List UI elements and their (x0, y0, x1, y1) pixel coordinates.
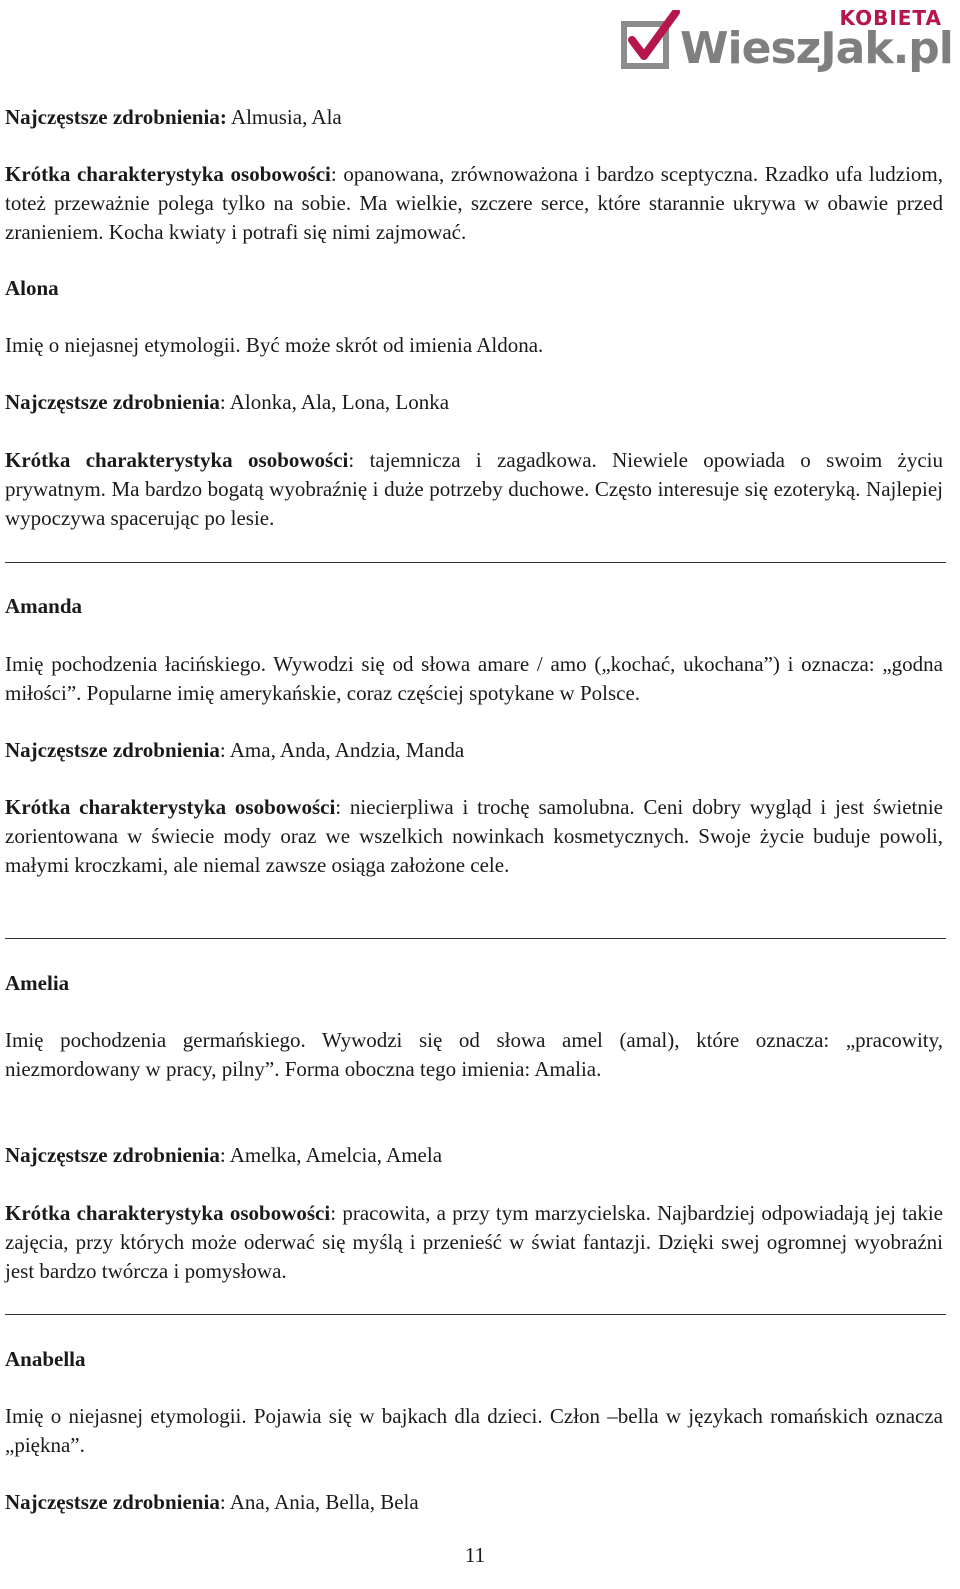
alona-origin: Imię o niejasnej etymologii. Być może skrót od imienia Aldona. (5, 333, 544, 357)
amelia-heading: Amelia (5, 971, 70, 995)
logo-brand-text: WieszJak.pl (680, 23, 953, 74)
section-divider (5, 938, 946, 939)
alona-heading: Alona (5, 276, 59, 300)
alona-diminutives: Najczęstsze zdrobnienia: Alonka, Ala, Lona, Lonka (5, 390, 450, 414)
anabella-heading: Anabella (5, 1347, 86, 1371)
amanda-heading: Amanda (5, 594, 83, 618)
page-number: 11 (464, 1543, 486, 1567)
amanda-origin: Imię pochodzenia łacińskiego. Wywodzi się od słowa amare / amo („kochać, ukochana”) i oznacza: „godna miłości”. Popularne imię amerykańskie, coraz częściej spotykane w Polsce. (5, 652, 943, 705)
amelia-diminutives: Najczęstsze zdrobnienia: Amelka, Amelcia, Amela (5, 1143, 443, 1167)
section-divider (5, 1314, 946, 1315)
anabella-origin: Imię o niejasnej etymologii. Pojawia się w bajkach dla dzieci. Człon –bella w językach romańskich oznacza „piękna”. (5, 1404, 943, 1457)
section-divider (5, 562, 946, 563)
logo-kobieta-text: KOBIETA (839, 6, 942, 30)
amelia-characteristics: Krótka charakterystyka osobowości: pracowita, a przy tym marzycielska. Najbardziej odpowiadają jej takie zajęcia, przy których może oderwać się myślą i przenieść w świat fantazji. Dzięki swej ogromnej wyobraźni jest bardzo twórcza i pomysłowa. (5, 1201, 943, 1283)
alona-characteristics: Krótka charakterystyka osobowości: tajemnicza i zagadkowa. Niewiele opowiada o swoim życiu prywatnym. Ma bardzo bogatą wyobraźnię i duże potrzeby duchowe. Często interesuje się ezoteryką. Najlepiej wypoczywa spacerując po lesie. (5, 448, 943, 530)
amanda-characteristics: Krótka charakterystyka osobowości: niecierpliwa i trochę samolubna. Ceni dobry wygląd i jest świetnie zorientowana w świecie mody oraz we wszelkich nowinkach kosmetycznych. Swoje życie buduje powoli, małymi kroczkami, ale niemal zawsze osiąga założone cele. (5, 795, 943, 877)
checkmark-logo-icon (620, 10, 682, 72)
almusia-diminutives: Najczęstsze zdrobnienia: Almusia, Ala (5, 105, 342, 129)
almusia-characteristics: Krótka charakterystyka osobowości: opanowana, zrównoważona i bardzo sceptyczna. Rzadko ufa ludziom, toteż przeważnie polega tylko na sobie. Ma wielkie, szczere serce, które starannie ukrywa w obawie przed zranieniem. Kocha kwiaty i potrafi się nimi zajmować. (5, 162, 944, 244)
site-logo (620, 6, 953, 76)
amanda-diminutives: Najczęstsze zdrobnienia: Ama, Anda, Andzia, Manda (5, 738, 465, 762)
amelia-origin: Imię pochodzenia germańskiego. Wywodzi się od słowa amel (amal), które oznacza: „pracowity, niezmordowany w pracy, pilny”. Forma oboczna tego imienia: Amalia. (5, 1028, 943, 1081)
anabella-diminutives: Najczęstsze zdrobnienia: Ana, Ania, Bella, Bela (5, 1490, 419, 1514)
